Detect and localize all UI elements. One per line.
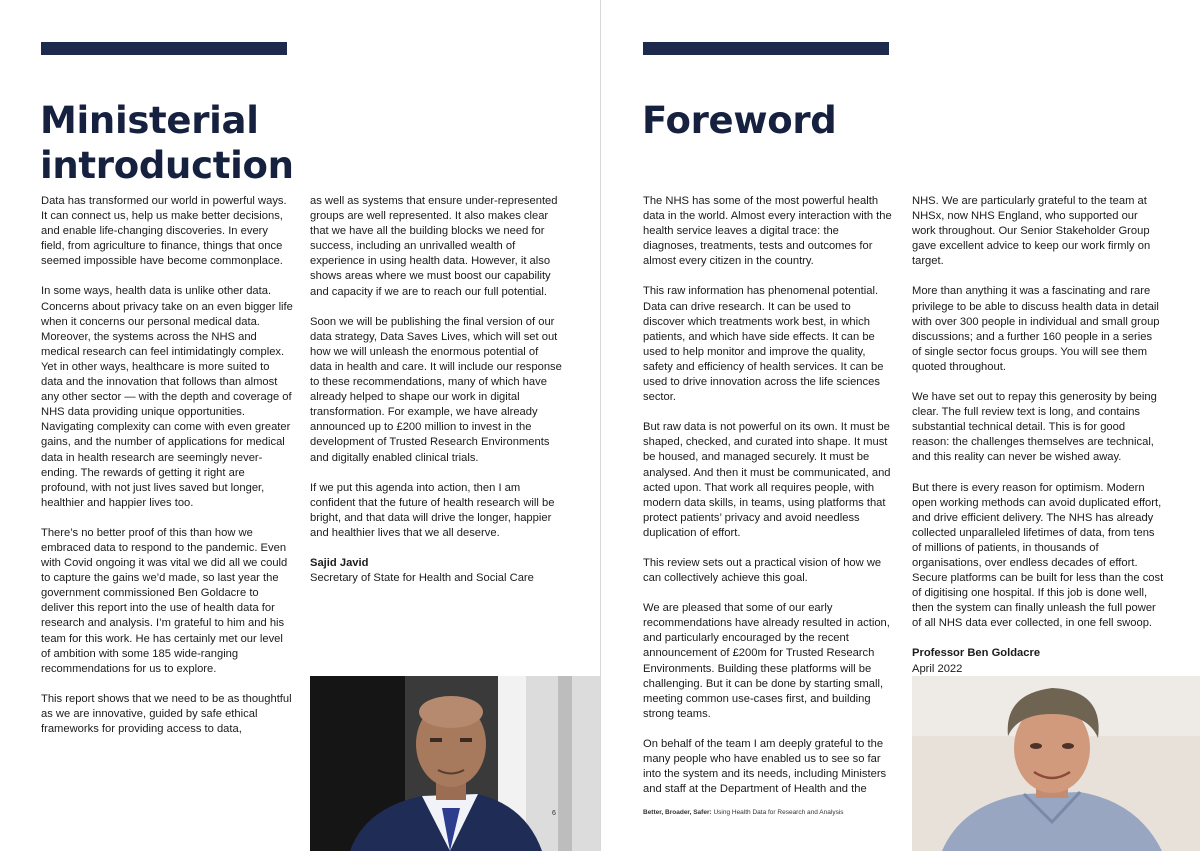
title-line-2: introduction (40, 144, 294, 187)
footer-rest: Using Health Data for Research and Analysis (711, 809, 844, 816)
foreword-column-1 (643, 194, 893, 812)
page-title (40, 98, 294, 188)
paragraph: Soon we will be publishing the final version of our data strategy, Data Saves Lives, which will set out how we will unleash the enormous potential of data in health and care. It will include our response to these recommendations, many of which have already helped to shape our work in digital transformation. For example, we have already announced up to £200 million to invest in the development of Trusted Research Environments and digitally enabled clinical trials. (310, 315, 562, 464)
paragraph: This report shows that we need to be as thoughtful as we are innovative, guided by safe ethical frameworks for providing access to data, (41, 692, 292, 735)
paragraph: More than anything it was a fascinating and rare privilege to be able to discuss health data in detail with over 300 people in individual and small group discussions; and a further 160 people in a series of single sector focus groups. You will see them quoted throughout. (912, 285, 1160, 373)
page-title: Foreword (642, 99, 837, 142)
minister-photo (310, 676, 600, 851)
intro-column-2 (310, 194, 562, 586)
accent-bar (643, 42, 889, 55)
signature-role: Secretary of State for Health and Social Care (310, 572, 534, 585)
paragraph: We are pleased that some of our early recommendations have already resulted in action, and particularly encouraged by the recent announcement of £200m for Trusted Research Environments. Building these platforms will be challenging. But it can be done by starting small, meeting common use-cases first, and building strong teams. (643, 602, 890, 720)
paragraph: The NHS has some of the most powerful health data in the world. Almost every interaction with the health service leaves a digital trace: the diagnoses, treatments, tests and outcomes for almost every citizen in the country. (643, 195, 892, 268)
paragraph: But raw data is not powerful on its own. It must be shaped, checked, and curated into shape. It must be housed, and managed securely. It must be analysed. And then it must be communicated, and acted upon. That work all requires people, with modern data skills, in teams, using platforms that protect patients’ privacy and avoid needless duplication of effort. (643, 421, 891, 539)
accent-bar (41, 42, 287, 55)
footer-publication-title (643, 809, 844, 816)
right-page (600, 0, 1200, 851)
paragraph: NHS. We are particularly grateful to the team at NHSx, now NHS England, who supported our work throughout. Our Senior Stakeholder Group gave excellent advice to keep our work firmly on target. (912, 195, 1151, 268)
paragraph: There’s no better proof of this than how we embraced data to respond to the pandemic. Even with Covid ongoing it was vital we did all we could to capture the gains we’d made, so last year the government commissioned Ben Goldacre to deliver this report into the use of health data for research and analysis. I’m grateful to him and his team for this work. He has certainly met our level of ambition with some 185 wide-ranging recommendations for us to explore. (41, 526, 288, 675)
author-photo (912, 676, 1200, 851)
paragraph: This raw information has phenomenal potential. Data can drive research. It can be used to discover which treatments work best, in which patients, and which have side effects. It can be used to help monitor and improve the quality, safety and efficiency of health services. It can be used to drive innovation across the life sciences sector. (643, 285, 884, 404)
page-number: 6 (552, 810, 556, 817)
paragraph: We have set out to repay this generosity by being clear. The full review text is long, and contains substantial technical detail. This is for good reason: the challenges themselves are technical, and this reality can never be wished away. (912, 391, 1157, 464)
paragraph: In some ways, health data is unlike other data. Concerns about privacy take on an even bigger life when it concerns our personal medical data. Moreover, the systems across the NHS and medical research can feel intimidatingly complex. Yet in other ways, healthcare is more suited to data and the innovation that follows than almost any other sector — with the depth and coverage of NHS data providing unique opportunities. Navigating complexity can come with even greater gains, and the number of applications for medical data in health research are seemingly never-ending. The rewards of getting it right are profound, with not just lives saved but longer, healthier and happier lives too. (41, 285, 293, 509)
paragraph: If we put this agenda into action, then I am confident that the future of health research will be bright, and that data will drive the longer, happier and healthier lives that we all deserve. (310, 481, 555, 539)
paragraph: On behalf of the team I am deeply grateful to the many people who have enabled us to see so far into the system and its needs, including Ministers and staff at the Department of Health and the (643, 737, 887, 796)
signature-date: April 2022 (912, 662, 963, 675)
intro-column-1 (41, 194, 293, 752)
signature-block (310, 556, 562, 586)
signature-name: Professor Ben Goldacre (912, 647, 1041, 660)
paragraph: But there is every reason for optimism. Modern open working methods can avoid duplicated effort, and drive efficient delivery. The NHS has already collected unparalleled lifetimes of data, from tens of millions of patients, in thousands of organisations, over endless decades of effort. Secure platforms can be built for less than the cost of digitising one hospital. If this job is done well, then the system can finally unleash the full power of all NHS data ever collected, in one fell swoop. (912, 481, 1164, 630)
title-line-1: Ministerial (40, 99, 259, 142)
paragraph: This review sets out a practical vision of how we can collectively achieve this goal. (643, 556, 882, 585)
foreword-column-2 (912, 194, 1164, 677)
signature-block (912, 646, 1164, 676)
paragraph: as well as systems that ensure under-represented groups are well represented. It also makes clear that we have all the building blocks we need for success, including an unrivalled wealth of experience in using health data. However, it also shows areas where we must boost our capability and capacity if we are to reach our full potential. (310, 195, 558, 298)
paragraph: Data has transformed our world in powerful ways. It can connect us, help us make better decisions, and enable life-changing discoveries. In every field, from agriculture to finance, things that once seemed impossible have become commonplace. (41, 195, 287, 268)
signature-name: Sajid Javid (310, 556, 369, 569)
footer-bold: Better, Broader, Safer: (643, 809, 712, 816)
